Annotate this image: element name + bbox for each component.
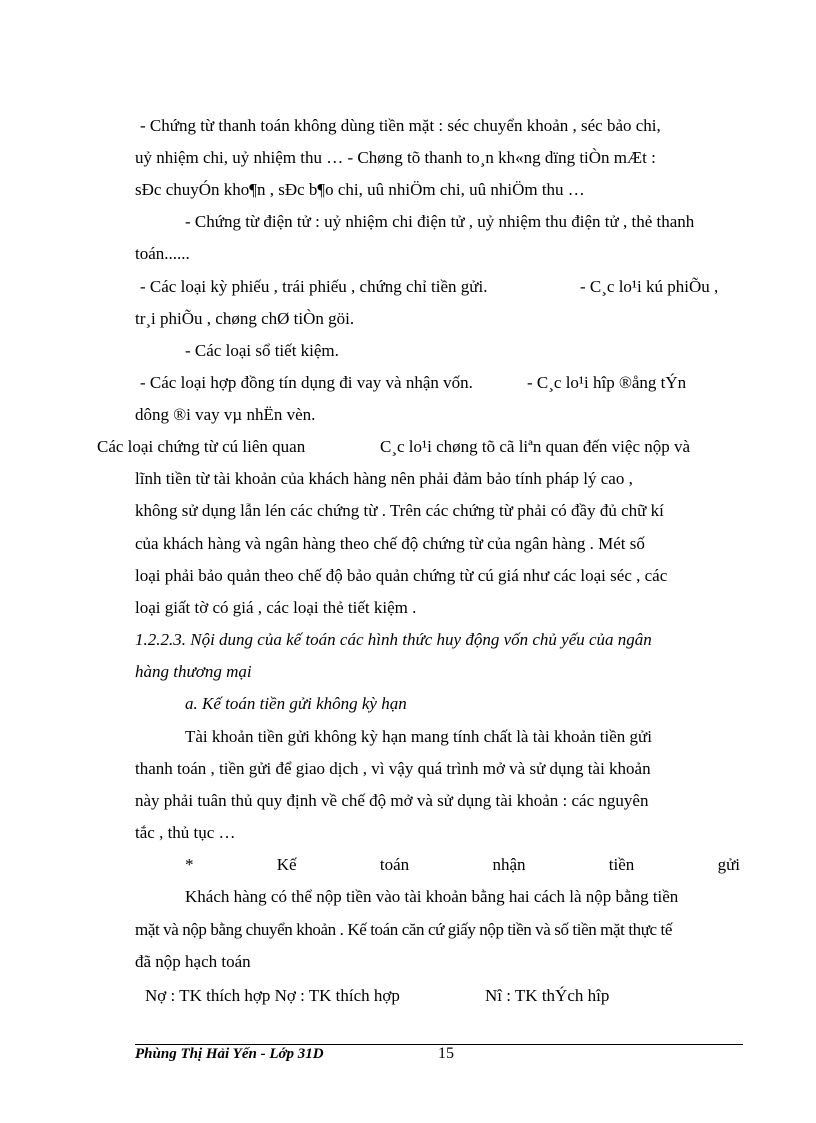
- paragraph-line: dông ®i vay vµ nhËn vèn.: [135, 405, 316, 424]
- paragraph-line: - Các loại sổ tiết kiệm.: [185, 341, 339, 360]
- paragraph-line: Khách hàng có thể nộp tiền vào tài khoản bằng hai cách là nộp bằng tiền: [185, 887, 679, 906]
- paragraph-line: này phải tuân thủ quy định về chế độ mở và sử dụng tài khoản : các nguyên: [135, 791, 649, 810]
- paragraph-line: - Các loại hợp đồng tín dụng đi vay và nhận vốn.: [140, 373, 473, 392]
- spaced-heading: [185, 855, 740, 875]
- paragraph-line: thanh toán , tiền gửi để giao dịch , vì vậy quá trình mở và sử dụng tài khoản: [135, 759, 651, 778]
- accounting-entry: Nợ : TK thích hợp Nợ : TK thích hợp: [145, 986, 400, 1005]
- paragraph-line: loại giất tờ có giá , các loại thẻ tiết kiệm .: [135, 598, 417, 617]
- paragraph-line: - C¸c lo¹i kú phiÕu ,: [580, 277, 719, 296]
- heading-word: nhận: [492, 855, 526, 874]
- heading-word: tiền: [608, 855, 635, 874]
- paragraph-line: không sử dụng lẫn lén các chứng từ . Trên các chứng từ phải có đầy đủ chữ kí: [135, 501, 664, 520]
- accounting-entry: Nî : TK thÝch hîp: [485, 986, 610, 1005]
- section-heading: 1.2.2.3. Nội dung của kế toán các hình thức huy động vốn chủ yếu của ngân: [135, 630, 652, 649]
- paragraph-line: đã nộp hạch toán: [135, 952, 251, 971]
- paragraph-line: Các loại chứng từ cú liên quan: [97, 437, 306, 456]
- paragraph-line: lĩnh tiền từ tài khoản của khách hàng nên phải đảm bảo tính pháp lý cao ,: [135, 469, 633, 488]
- paragraph-line: - C¸c lo¹i hîp ®ång tÝn: [527, 373, 687, 392]
- section-heading: hàng thương mại: [135, 662, 252, 681]
- heading-word: gửi: [717, 855, 740, 874]
- paragraph-line: tr¸i phiÕu , chøng chØ tiÒn göi.: [135, 309, 355, 328]
- paragraph-line: uỷ nhiệm chi, uỷ nhiệm thu … - Chøng tõ thanh to¸n kh«ng dïng tiÒn mÆt :: [135, 148, 656, 167]
- paragraph-line: - Chứng từ thanh toán không dùng tiền mặt : séc chuyển khoản , séc bảo chi,: [140, 116, 661, 135]
- page-number: 15: [438, 1045, 454, 1062]
- paragraph-line: sÐc chuyÓn kho¶n , sÐc b¶o chi, uû nhiÖm chi, uû nhiÖm thu …: [135, 180, 585, 199]
- paragraph-line: C¸c lo¹i chøng tõ cã li‍ªn quan đến việc nộp và: [380, 437, 691, 456]
- paragraph-line: Tài khoản tiền gửi không kỳ hạn mang tính chất là tài khoản tiền gửi: [185, 727, 652, 746]
- paragraph-line: toán......: [135, 244, 190, 263]
- paragraph-line: tắc , thủ tục …: [135, 823, 236, 842]
- paragraph-line: của khách hàng và ngân hàng theo chế độ chứng từ của ngân hàng . Mét số: [135, 534, 645, 553]
- paragraph-line: - Chứng từ điện tử : uỷ nhiệm chi điện tử , uỷ nhiệm thu điện tử , thẻ thanh: [185, 212, 695, 231]
- paragraph-line: mặt và nộp bằng chuyển khoản . Kế toán căn cứ giấy nộp tiền và số tiền mặt thực tế: [135, 920, 673, 939]
- subsection-heading: a. Kế toán tiền gửi không kỳ hạn: [185, 694, 407, 713]
- paragraph-line: - Các loại kỳ phiếu , trái phiếu , chứng chỉ tiền gửi.: [140, 277, 488, 296]
- heading-word: *: [185, 855, 194, 874]
- paragraph-line: loại phải bảo quản theo chế độ bảo quản chứng từ cú giá như các loại séc , các: [135, 566, 668, 585]
- footer-author: Phùng Thị Hải Yến - Lớp 31D: [135, 1046, 324, 1062]
- heading-word: toán: [379, 855, 410, 874]
- heading-word: Kế: [276, 855, 297, 874]
